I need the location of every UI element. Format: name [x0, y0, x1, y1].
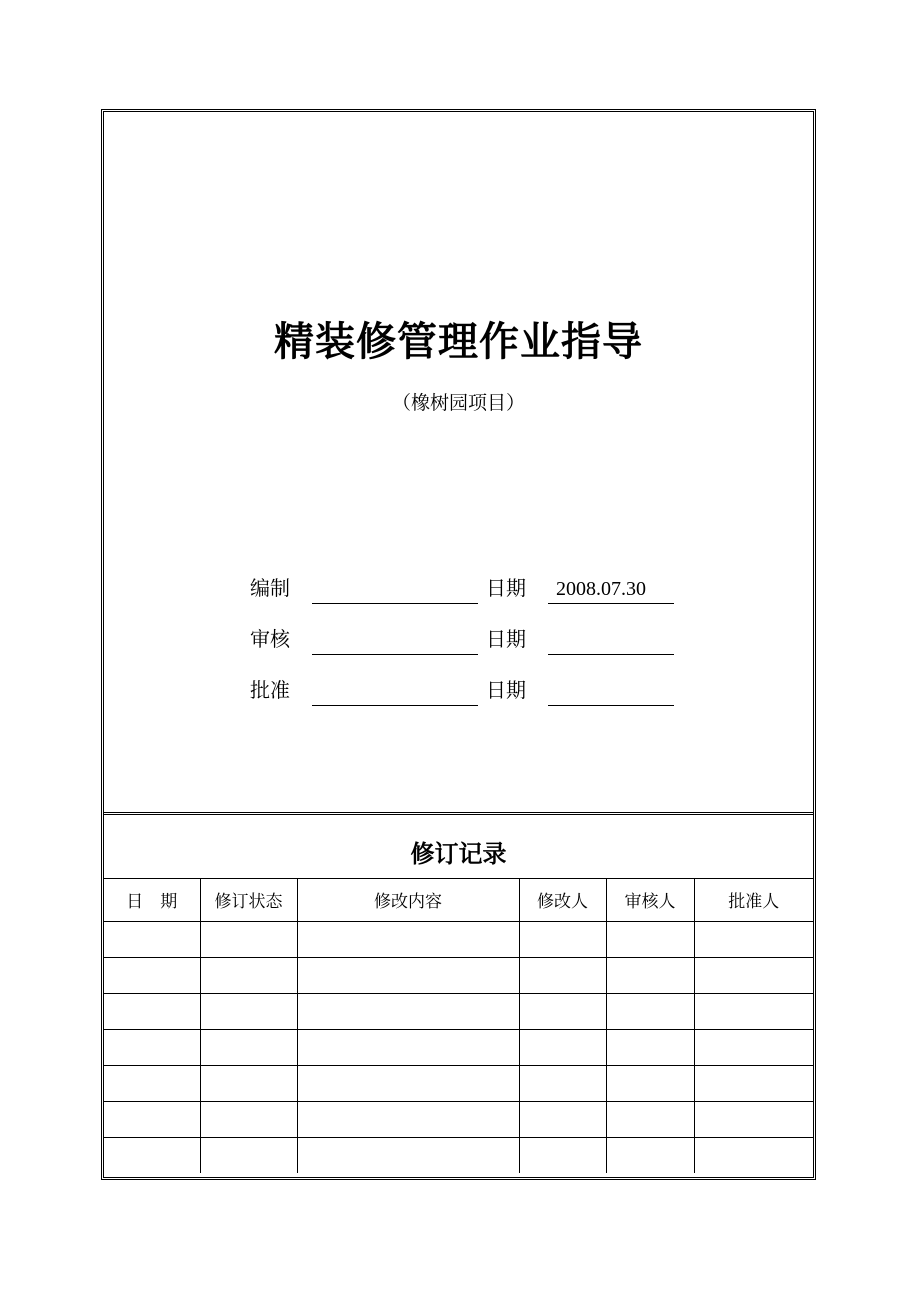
approved-label: 批准	[250, 678, 290, 702]
table-row	[104, 957, 813, 993]
content-cell[interactable]	[297, 1065, 519, 1101]
approved-date-label: 日期	[486, 678, 526, 702]
header-approver: 批准人	[694, 879, 813, 921]
prepared-date-label: 日期	[486, 576, 526, 600]
header-modifier: 修改人	[519, 879, 606, 921]
status-cell[interactable]	[200, 921, 297, 957]
table-row	[104, 1065, 813, 1101]
reviewed-date-field[interactable]	[548, 629, 674, 655]
table-row	[104, 993, 813, 1029]
prepared-label: 编制	[250, 576, 290, 600]
date-cell[interactable]	[104, 1137, 200, 1173]
revision-header-row	[104, 879, 813, 921]
date-cell[interactable]	[104, 957, 200, 993]
header-reviewer: 审核人	[606, 879, 694, 921]
content-cell[interactable]	[297, 1137, 519, 1173]
header-revision-status: 修订状态	[200, 879, 297, 921]
content-cell[interactable]	[297, 993, 519, 1029]
reviewer-cell[interactable]	[606, 957, 694, 993]
content-cell[interactable]	[297, 921, 519, 957]
date-cell[interactable]	[104, 1029, 200, 1065]
modifier-cell[interactable]	[519, 1065, 606, 1101]
status-cell[interactable]	[200, 957, 297, 993]
revision-record-title: 修订记录	[104, 815, 813, 879]
modifier-cell[interactable]	[519, 957, 606, 993]
header-date: 日 期	[104, 879, 200, 921]
table-row	[104, 1137, 813, 1173]
approver-cell[interactable]	[694, 993, 813, 1029]
modifier-cell[interactable]	[519, 1137, 606, 1173]
table-row	[104, 1029, 813, 1065]
reviewed-label: 审核	[250, 627, 290, 651]
status-cell[interactable]	[200, 993, 297, 1029]
approved-date-field[interactable]	[548, 680, 674, 706]
reviewer-cell[interactable]	[606, 1029, 694, 1065]
status-cell[interactable]	[200, 1065, 297, 1101]
modifier-cell[interactable]	[519, 1029, 606, 1065]
reviewer-cell[interactable]	[606, 921, 694, 957]
status-cell[interactable]	[200, 1137, 297, 1173]
table-row	[104, 921, 813, 957]
approver-cell[interactable]	[694, 957, 813, 993]
reviewer-cell[interactable]	[606, 993, 694, 1029]
signoff-row-prepared	[104, 572, 813, 612]
revision-table-body	[104, 921, 813, 1173]
modifier-cell[interactable]	[519, 921, 606, 957]
reviewed-signature-field[interactable]	[312, 629, 478, 655]
approver-cell[interactable]	[694, 1029, 813, 1065]
approver-cell[interactable]	[694, 1065, 813, 1101]
date-cell[interactable]	[104, 1065, 200, 1101]
revision-record-section	[104, 812, 813, 1173]
status-cell[interactable]	[200, 1029, 297, 1065]
approver-cell[interactable]	[694, 1101, 813, 1137]
revision-table	[104, 879, 813, 1173]
content-cell[interactable]	[297, 1101, 519, 1137]
prepared-date-field[interactable]: 2008.07.30	[548, 578, 674, 604]
reviewer-cell[interactable]	[606, 1101, 694, 1137]
reviewer-cell[interactable]	[606, 1065, 694, 1101]
date-cell[interactable]	[104, 993, 200, 1029]
approver-cell[interactable]	[694, 921, 813, 957]
header-change-content: 修改内容	[297, 879, 519, 921]
modifier-cell[interactable]	[519, 993, 606, 1029]
date-cell[interactable]	[104, 921, 200, 957]
approved-signature-field[interactable]	[312, 680, 478, 706]
reviewed-date-label: 日期	[486, 627, 526, 651]
cover-section	[104, 112, 813, 812]
modifier-cell[interactable]	[519, 1101, 606, 1137]
signoff-row-reviewed	[104, 623, 813, 663]
document-frame	[101, 109, 816, 1180]
document-subtitle: （橡树园项目）	[391, 392, 525, 414]
status-cell[interactable]	[200, 1101, 297, 1137]
table-row	[104, 1101, 813, 1137]
content-cell[interactable]	[297, 957, 519, 993]
reviewer-cell[interactable]	[606, 1137, 694, 1173]
approver-cell[interactable]	[694, 1137, 813, 1173]
prepared-signature-field[interactable]	[312, 578, 478, 604]
date-cell[interactable]	[104, 1101, 200, 1137]
signoff-row-approved	[104, 674, 813, 714]
content-cell[interactable]	[297, 1029, 519, 1065]
document-title: 精装修管理作业指导	[274, 319, 643, 365]
